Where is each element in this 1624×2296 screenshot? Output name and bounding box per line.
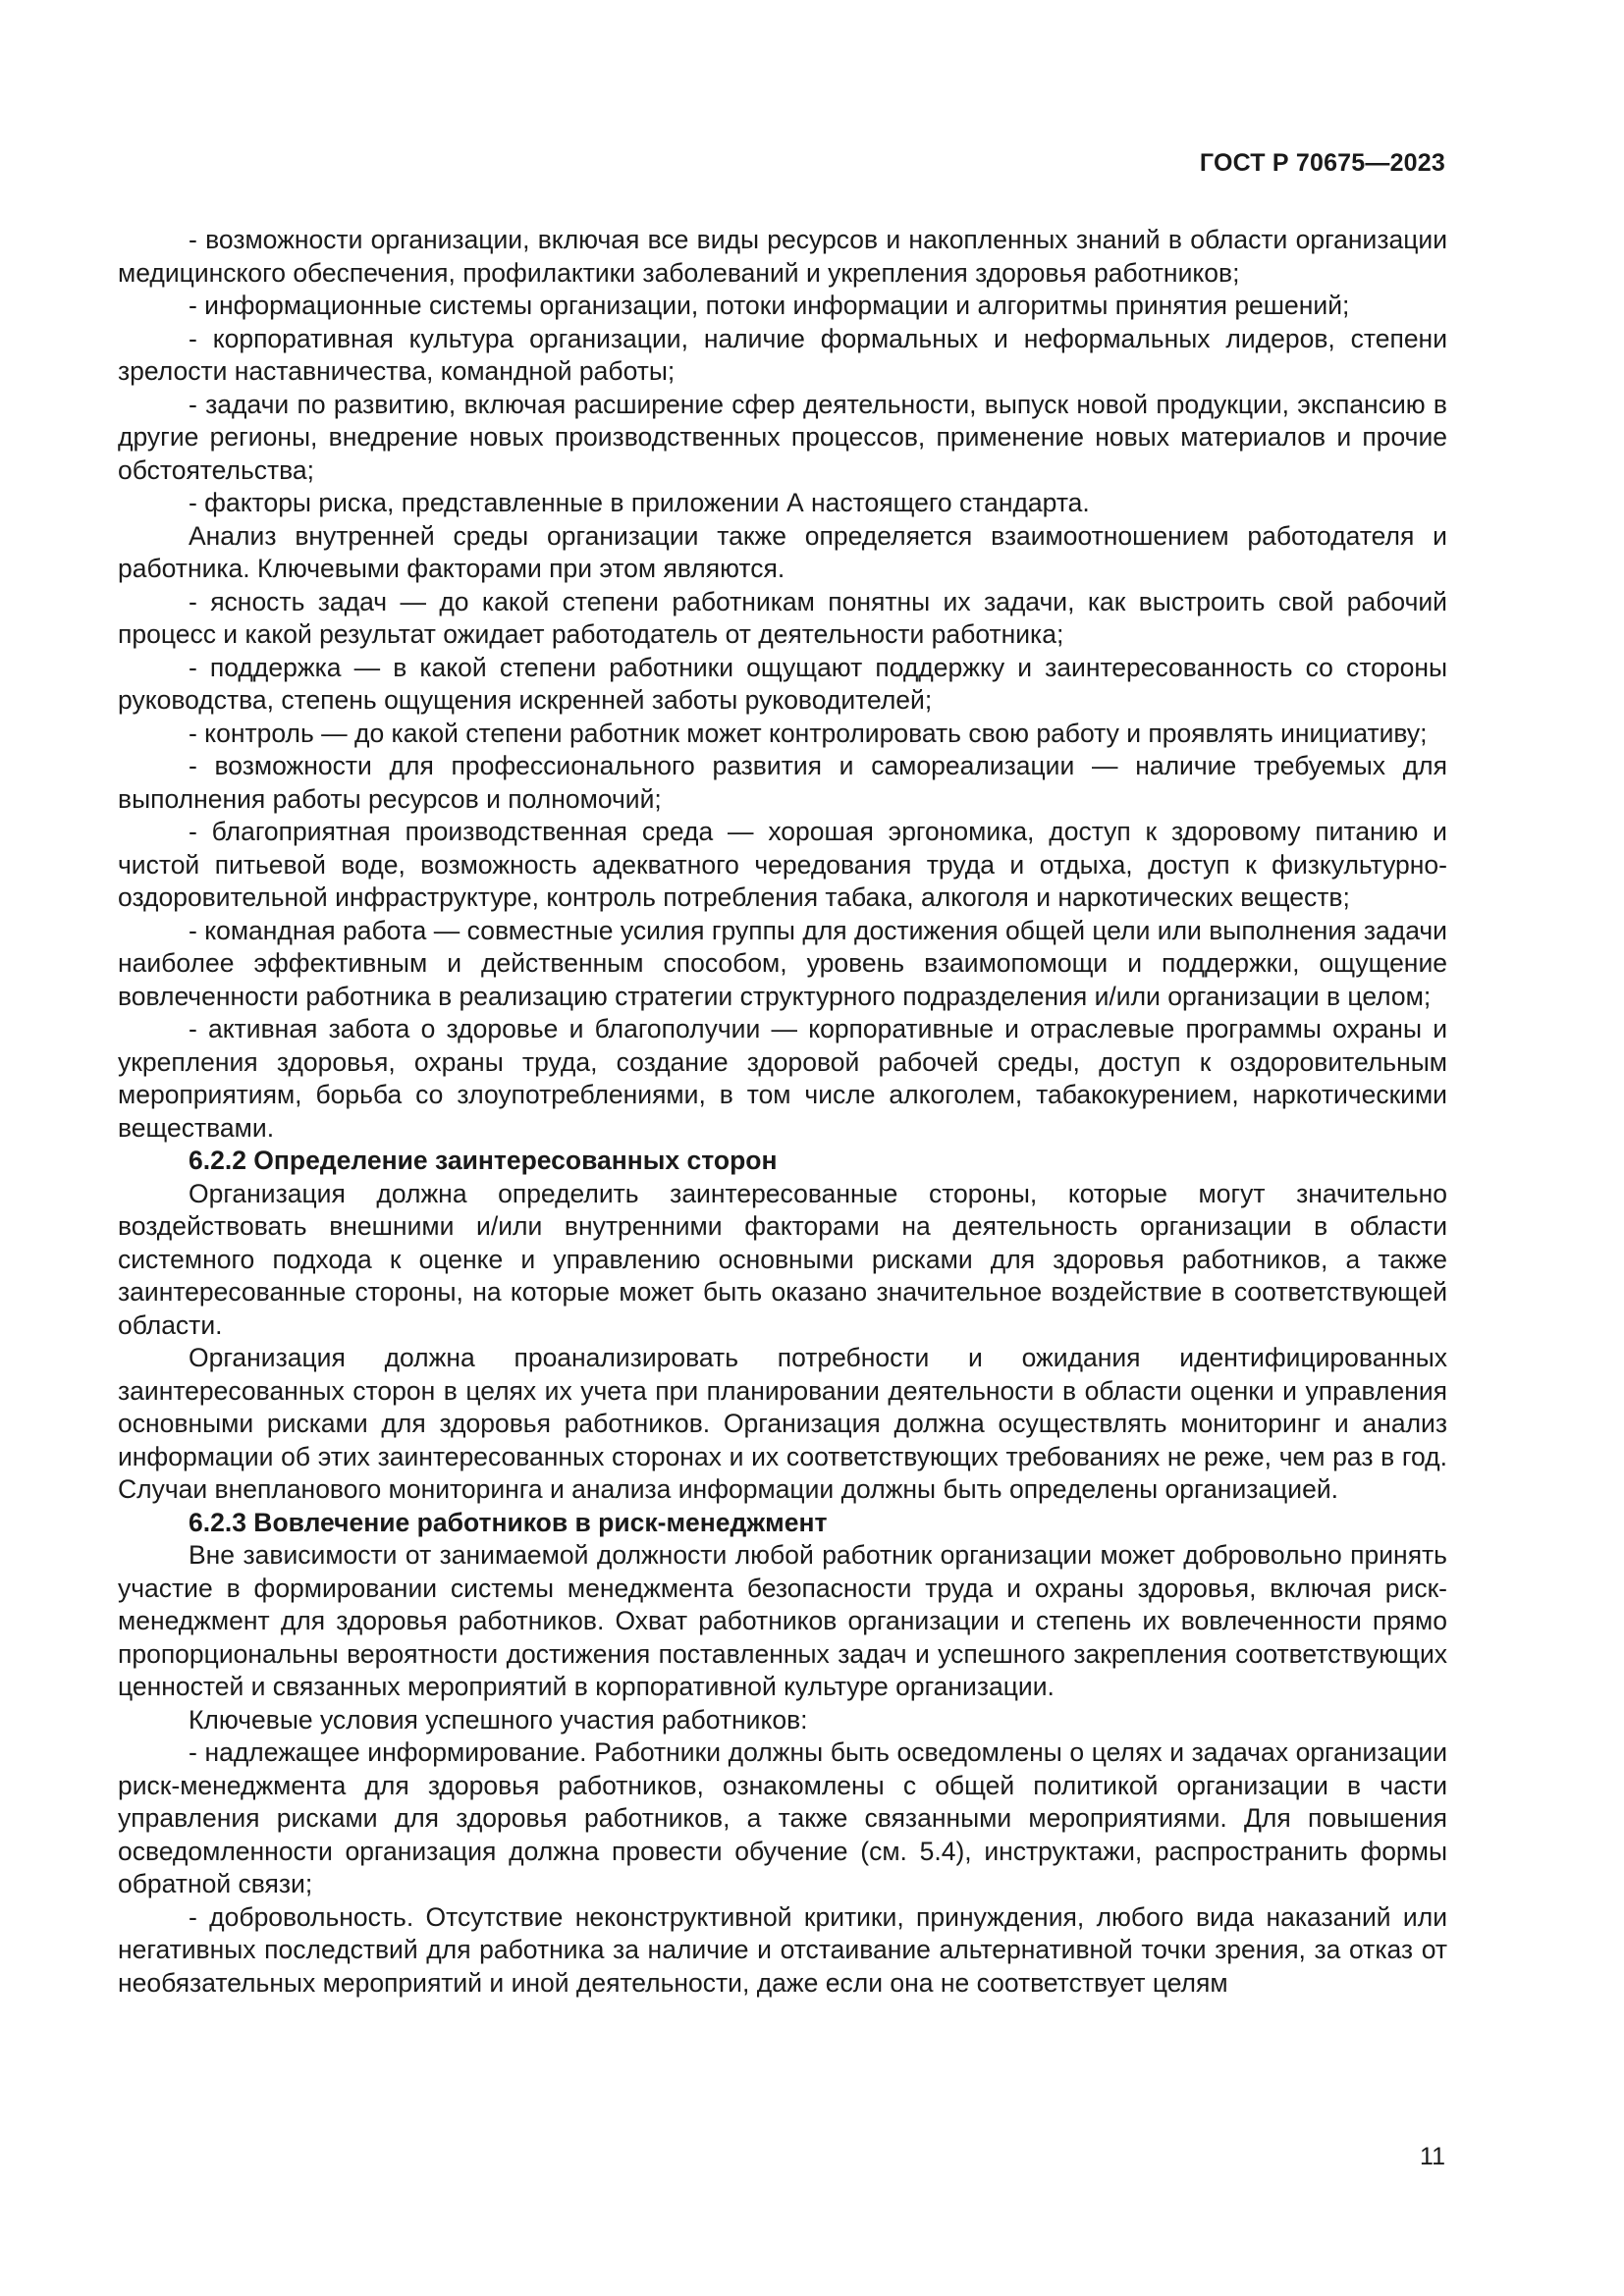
paragraph: - корпоративная культура организации, наличие формальных и неформальных лидеров, степени зрелости наставничества, командной работы; [118, 323, 1447, 386]
paragraph: - поддержка — в какой степени работники ощущают поддержку и заинтересованность со стороны руководства, степень ощущения искренней заботы руководителей; [118, 652, 1447, 715]
paragraph: - задачи по развитию, включая расширение сфер деятельности, выпуск новой продукции, экспансию в другие регионы, внедрение новых производственных процессов, применение новых материалов и прочие обстоятельства; [118, 389, 1447, 485]
paragraph: - контроль — до какой степени работник может контролировать свою работу и проявлять инициативу; [189, 718, 1428, 748]
paragraph: - возможности для профессионального развития и самореализации — наличие требуемых для выполнения работы ресурсов и полномочий; [118, 751, 1447, 814]
paragraph: - добровольность. Отсутствие неконструктивной критики, принуждения, любого вида наказаний или негативных последствий для работника за наличие и отстаивание альтернативной точки зрения, за отказ от необязательных мероприятий и иной деятельности, даже если она не соответствует целям [118, 1901, 1447, 1998]
paragraph: Организация должна определить заинтересованные стороны, которые могут значительно воздействовать внешними и/или внутренними факторами на деятельность организации в области системного подхода к оценке и управлению основными рисками для здоровья работников, а также заинтересованные стороны, на которые может быть оказано значительное воздействие в соответствующей области. [118, 1178, 1447, 1340]
paragraph: Вне зависимости от занимаемой должности любой работник организации может добровольно принять участие в формировании системы менеджмента безопасности труда и охраны здоровья, включая риск-менеджмент для здоровья работников. Охват работников организации и степень их вовлеченности прямо пропорциональны вероятности достижения поставленных задач и успешного закрепления соответствующих ценностей и связанных мероприятий в корпоративной культуре организации. [118, 1540, 1447, 1701]
paragraph: - возможности организации, включая все виды ресурсов и накопленных знаний в области организации медицинского обеспечения, профилактики заболеваний и укрепления здоровья работников; [118, 225, 1447, 288]
paragraph: - ясность задач — до какой степени работникам понятны их задачи, как выстроить свой рабочий процесс и какой результат ожидает работодатель от деятельности работника; [118, 586, 1447, 649]
document-header: ГОСТ Р 70675—2023 [1199, 149, 1445, 177]
paragraph: - факторы риска, представленные в приложении А настоящего стандарта. [189, 488, 1090, 517]
document-body [118, 224, 1447, 2000]
paragraph: - благоприятная производственная среда — хорошая эргономика, доступ к здоровому питанию и чистой питьевой воде, возможность адекватного чередования труда и отдыха, доступ к физкультурно-оздоровительной инфраструктуре, контроль потребления табака, алкоголя и наркотических веществ; [118, 817, 1447, 912]
paragraph: - надлежащее информирование. Работники должны быть осведомлены о целях и задачах организации риск-менеджмента для здоровья работников, ознакомлены с общей политикой организации в части управления рисками для здоровья работников, а также связанными мероприятиями. Для повышения осведомленности организация должна провести обучение (см. 5.4), инструктажи, распространить формы обратной связи; [118, 1737, 1447, 1898]
paragraph: - информационные системы организации, потоки информации и алгоритмы принятия решений; [189, 291, 1350, 320]
page-number: 11 [1420, 2143, 1445, 2170]
section-heading: 6.2.2 Определение заинтересованных сторон [189, 1146, 778, 1175]
paragraph: Анализ внутренней среды организации также определяется взаимоотношением работодателя и работника. Ключевыми факторами при этом являются. [118, 520, 1447, 583]
paragraph: Организация должна проанализировать потребности и ожидания идентифицированных заинтересованных сторон в целях их учета при планировании деятельности в области оценки и управления основными рисками для здоровья работников. Организация должна осуществлять мониторинг и анализ информации об этих заинтересованных сторонах и их соответствующих требованиях не реже, чем раз в год. Случаи внепланового мониторинга и анализа информации должны быть определены организацией. [118, 1343, 1447, 1504]
section-heading: 6.2.3 Вовлечение работников в риск-менеджмент [189, 1507, 828, 1537]
paragraph: - активная забота о здоровье и благополучии — корпоративные и отраслевые программы охраны и укрепления здоровья, охраны труда, создание здоровой рабочей среды, доступ к оздоровительным мероприятиям, борьба со злоупотреблениями, в том числе алкоголем, табакокурением, наркотическими веществами. [118, 1014, 1447, 1143]
paragraph: Ключевые условия успешного участия работников: [189, 1704, 808, 1735]
paragraph: - командная работа — совместные усилия группы для достижения общей цели или выполнения задачи наиболее эффективным и действенным способом, уровень взаимопомощи и поддержки, ощущение вовлеченности работника в реализацию стратегии структурного подразделения и/или организации в целом; [118, 915, 1447, 1011]
